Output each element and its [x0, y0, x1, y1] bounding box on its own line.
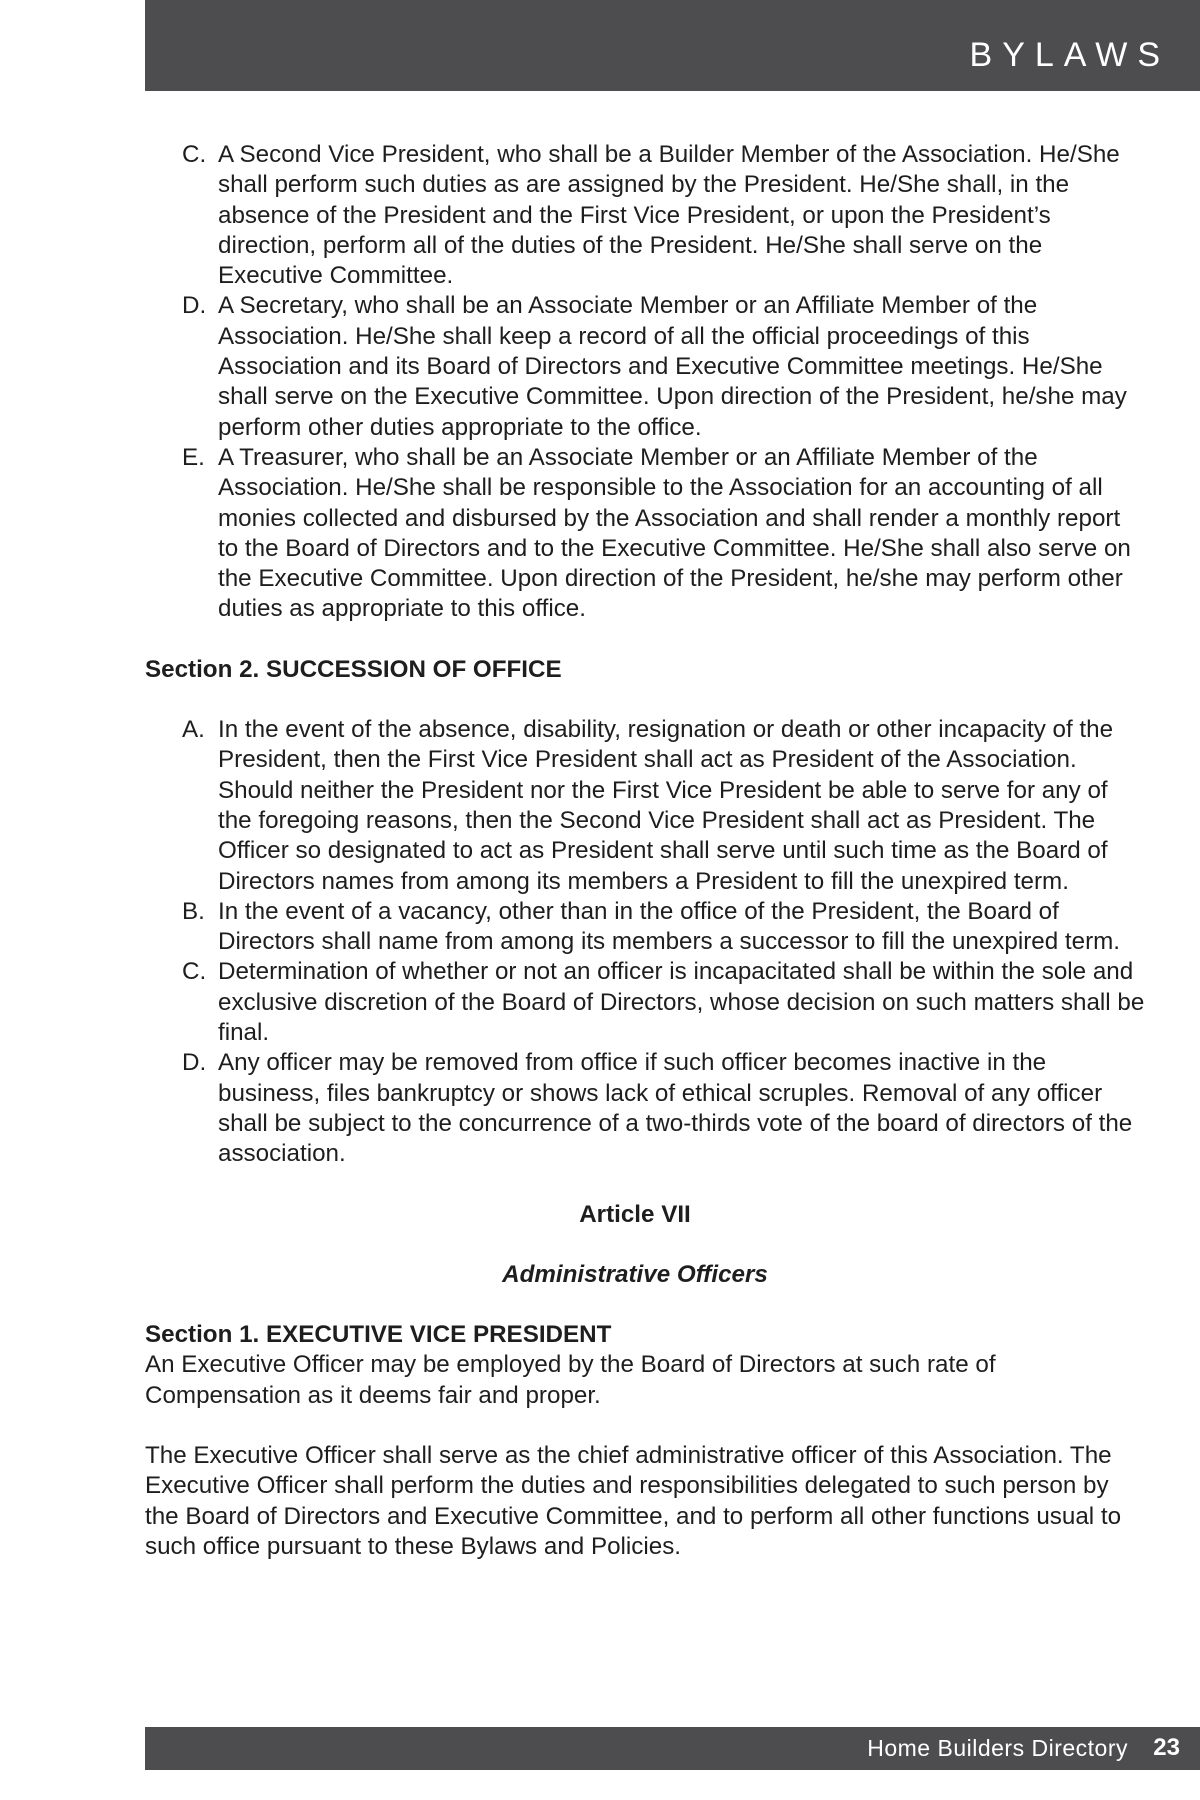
article-subheading: Administrative Officers	[502, 1260, 768, 1288]
succession-list	[145, 715, 1145, 1169]
list-marker: C.	[182, 958, 207, 986]
paragraph: An Executive Officer may be employed by the Board of Directors at such rate of Compensation as it deems fair and proper.	[145, 1351, 996, 1409]
list-item-text: A Secretary, who shall be an Associate Member or an Affiliate Member of the Association. He/She shall keep a record of all the official proceedings of this Association and its Board of Directors and Executive Committee meetings. He/She shall serve on the Executive Committee. Upon direction of the President, he/she may perform other duties appropriate to the office.	[218, 292, 1127, 441]
list-item	[145, 291, 1145, 442]
paragraph: The Executive Officer shall serve as the chief administrative officer of this Association. The Executive Officer shall perform the duties and responsibilities delegated to such person by the Board of Directors and Executive Committee, and to perform all other functions usual to such office pursuant to these Bylaws and Policies.	[145, 1441, 1122, 1560]
list-item	[145, 1048, 1145, 1169]
section-heading-executive-vp: Section 1. EXECUTIVE VICE PRESIDENT	[145, 1321, 612, 1349]
header-title: BYLAWS	[969, 36, 1170, 74]
list-item-text: In the event of the absence, disability, resignation or death or other incapacity of the President, then the First Vice President shall act as President of the Association. Should neither the President nor the First Vice President be able to serve for any of the foregoing reasons, then the Second Vice President shall act as President. The Officer so designated to act as President shall serve until such time as the Board of Directors names from among its members a President to fill the unexpired term.	[218, 716, 1114, 895]
officers-list	[145, 140, 1145, 625]
page-content	[145, 140, 1145, 1562]
list-item	[145, 715, 1145, 897]
list-item	[145, 957, 1145, 1048]
list-marker: A.	[182, 716, 205, 744]
list-item	[145, 443, 1145, 625]
page-number: 23	[1153, 1734, 1180, 1761]
list-marker: C.	[182, 141, 207, 168]
header-bar	[145, 0, 1200, 91]
list-item-text: Determination of whether or not an officer is incapacitated shall be within the sole and exclusive discretion of the Board of Directors, whose decision on such matters shall be final.	[218, 958, 1145, 1047]
list-item-text: Any officer may be removed from office if such officer becomes inactive in the business, files bankruptcy or shows lack of ethical scruples. Removal of any officer shall be subject to the concurrence of a two-thirds vote of the board of directors of the association.	[218, 1049, 1133, 1168]
list-marker: D.	[182, 1049, 207, 1077]
article-heading: Article VII	[579, 1200, 691, 1228]
list-item-text: A Second Vice President, who shall be a Builder Member of the Association. He/She shall perform such duties as are assigned by the President. He/She shall, in the absence of the President and the First Vice President, or upon the President’s direction, perform all of the duties of the President. He/She shall serve on the Executive Committee.	[218, 141, 1120, 290]
list-item	[145, 140, 1145, 291]
footer-bar	[145, 1727, 1200, 1770]
list-marker: E.	[182, 443, 205, 471]
list-marker: D.	[182, 292, 207, 320]
list-item-text: A Treasurer, who shall be an Associate Member or an Affiliate Member of the Association. He/She shall be responsible to the Association for an accounting of all monies collected and disbursed by the Association and shall render a monthly report to the Board of Directors and to the Executive Committee. He/She shall also serve on the Executive Committee. Upon direction of the President, he/she may perform other duties as appropriate to this office.	[218, 443, 1131, 623]
list-item-text: In the event of a vacancy, other than in the office of the President, the Board of Directors shall name from among its members a successor to fill the unexpired term.	[218, 897, 1120, 956]
list-marker: B.	[182, 897, 205, 925]
list-item	[145, 897, 1145, 958]
footer-publication: Home Builders Directory	[867, 1735, 1128, 1761]
section-heading-succession: Section 2. SUCCESSION OF OFFICE	[145, 655, 562, 683]
